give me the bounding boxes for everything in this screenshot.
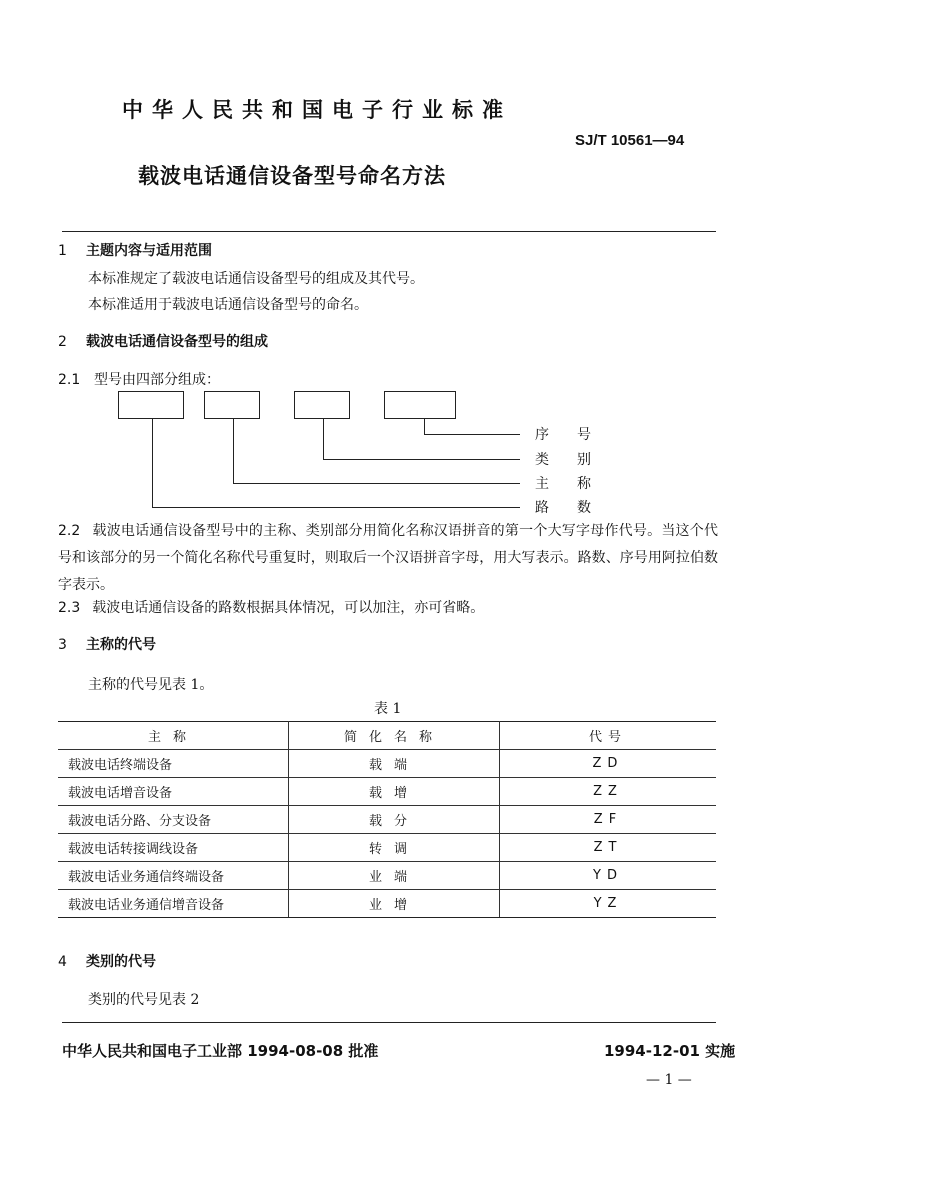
table-row <box>58 778 716 806</box>
table-header-short-name: 简化名称 <box>289 722 500 750</box>
clause-2-2-text: 载波电话通信设备型号中的主称、类别部分用简化名称汉语拼音的第一个大写字母作代号。当这个代号和该部分的另一个简化名称代号重复时，则取后一个汉语拼音字母，用大写表示。路数、序号用阿拉伯数字表示。 <box>58 523 718 593</box>
label-main-name: 主称 <box>535 476 619 492</box>
section-1-line-2: 本标准适用于载波电话通信设备型号的命名。 <box>88 297 368 313</box>
section-4-heading <box>58 951 156 971</box>
clause-2-1-text: 型号由四部分组成： <box>94 372 220 388</box>
cell-code: YD <box>500 862 717 890</box>
clause-2-2-number: 2.2 <box>58 523 81 539</box>
label-category: 类别 <box>535 452 619 468</box>
table-header-main-name: 主称 <box>58 722 289 750</box>
cell-short-name: 业增 <box>289 890 500 918</box>
cell-main-name: 载波电话转接调线设备 <box>58 834 289 862</box>
clause-2-3-text: 载波电话通信设备的路数根据具体情况，可以加注，亦可省略。 <box>92 600 485 616</box>
connector-route-h <box>152 507 520 508</box>
clause-2-3 <box>58 595 718 622</box>
connector-main-v <box>233 419 234 483</box>
label-serial: 序号 <box>535 427 619 443</box>
clause-2-3-number: 2.3 <box>58 600 81 616</box>
standard-code: SJ/T 10561—94 <box>575 132 685 149</box>
cell-short-name: 业端 <box>289 862 500 890</box>
cell-short-name: 转调 <box>289 834 500 862</box>
page-number: — 1 — <box>646 1072 692 1088</box>
section-1-line-1: 本标准规定了载波电话通信设备型号的组成及其代号。 <box>88 271 424 287</box>
cell-short-name: 载增 <box>289 778 500 806</box>
connector-serial-h <box>424 434 520 435</box>
cell-short-name: 载端 <box>289 750 500 778</box>
cell-code: ZT <box>500 834 717 862</box>
table-row <box>58 750 716 778</box>
box-main-name <box>204 391 260 419</box>
connector-main-h <box>233 483 520 484</box>
cell-main-name: 载波电话终端设备 <box>58 750 289 778</box>
section-3-heading <box>58 634 156 654</box>
cell-main-name: 载波电话分路、分支设备 <box>58 806 289 834</box>
section-1-heading <box>58 240 212 260</box>
section-2-title: 载波电话通信设备型号的组成 <box>86 334 268 350</box>
section-4-number: 4 <box>58 954 67 970</box>
implementation-date: 1994-12-01 实施 <box>604 1042 736 1060</box>
section-3-intro: 主称的代号见表 1。 <box>88 677 214 693</box>
section-3-title: 主称的代号 <box>86 637 156 653</box>
cell-short-name: 载分 <box>289 806 500 834</box>
connector-route-v <box>152 419 153 507</box>
clause-2-1 <box>58 369 220 389</box>
label-route-count: 路数 <box>535 500 619 516</box>
cell-main-name: 载波电话增音设备 <box>58 778 289 806</box>
section-1-title: 主题内容与适用范围 <box>86 243 212 259</box>
cell-main-name: 载波电话业务通信终端设备 <box>58 862 289 890</box>
table-1-caption: 表 1 <box>374 701 402 717</box>
clause-2-2 <box>58 518 718 599</box>
footer-divider <box>62 1022 716 1023</box>
doc-title: 载波电话通信设备型号命名方法 <box>138 164 446 188</box>
header-divider <box>62 231 716 232</box>
table-header-row <box>58 722 716 750</box>
connector-category-v <box>323 419 324 459</box>
standard-title: 中华人民共和国电子行业标准 <box>122 98 512 122</box>
section-4-intro: 类别的代号见表 2 <box>88 992 200 1008</box>
section-4-title: 类别的代号 <box>86 954 156 970</box>
box-category <box>294 391 350 419</box>
cell-code: ZD <box>500 750 717 778</box>
section-3-number: 3 <box>58 637 67 653</box>
table-row <box>58 834 716 862</box>
section-1-number: 1 <box>58 243 67 259</box>
connector-serial-v <box>424 419 425 434</box>
box-serial <box>384 391 456 419</box>
main-name-code-table <box>58 721 716 918</box>
table-row <box>58 806 716 834</box>
connector-category-h <box>323 459 520 460</box>
box-route-count <box>118 391 184 419</box>
section-2-number: 2 <box>58 334 67 350</box>
table-row <box>58 862 716 890</box>
clause-2-1-number: 2.1 <box>58 372 81 388</box>
table-header-code: 代号 <box>500 722 717 750</box>
cell-code: ZF <box>500 806 717 834</box>
cell-code: ZZ <box>500 778 717 806</box>
table-row <box>58 890 716 918</box>
section-2-heading <box>58 331 268 351</box>
cell-code: YZ <box>500 890 717 918</box>
approval-line: 中华人民共和国电子工业部 1994-08-08 批准 <box>62 1042 379 1060</box>
cell-main-name: 载波电话业务通信增音设备 <box>58 890 289 918</box>
